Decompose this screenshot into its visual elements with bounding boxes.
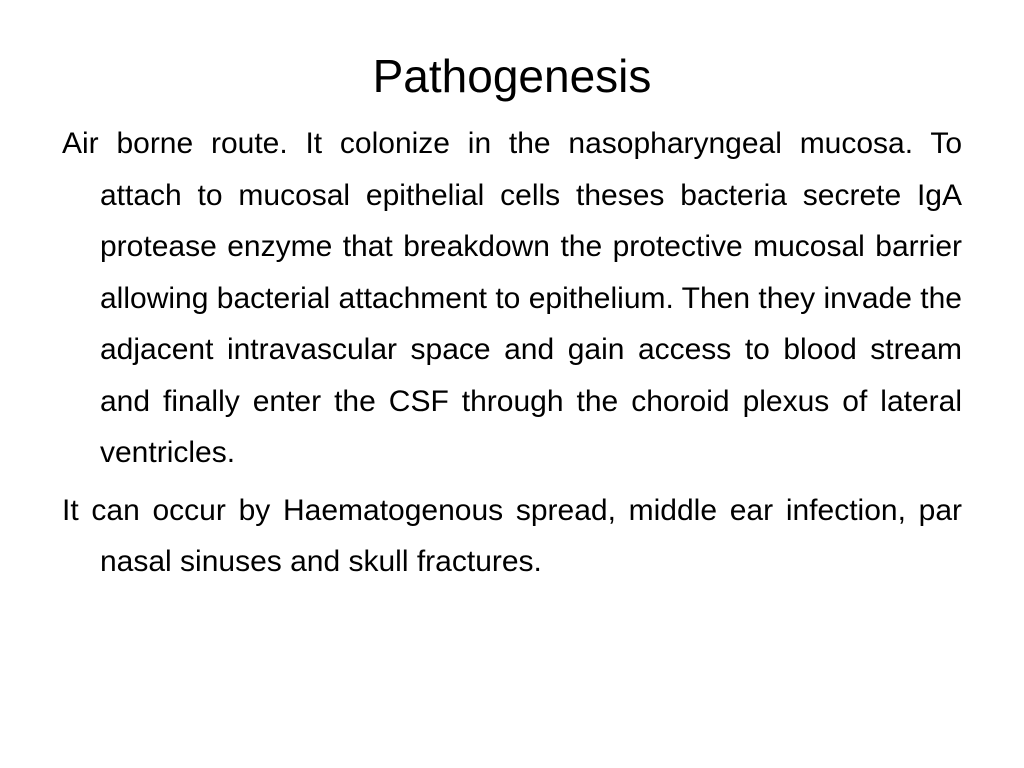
slide-body bbox=[62, 118, 962, 594]
slide-title: Pathogenesis bbox=[372, 50, 652, 102]
body-paragraph-spread: It can occur by Haematogenous spread, middle ear infection, par nasal sinuses and skull fractures. bbox=[62, 493, 962, 578]
body-paragraph-route: Air borne route. It colonize in the nasopharyngeal mucosa. To attach to mucosal epithelial cells theses bacteria secrete IgA protease enzyme that breakdown the protective mucosal barrier allowing bacterial attachment to epithelium. Then they invade the adjacent intravascular space and gain access to blood stream and finally enter the CSF through the choroid plexus of lateral ventricles. bbox=[62, 127, 962, 469]
